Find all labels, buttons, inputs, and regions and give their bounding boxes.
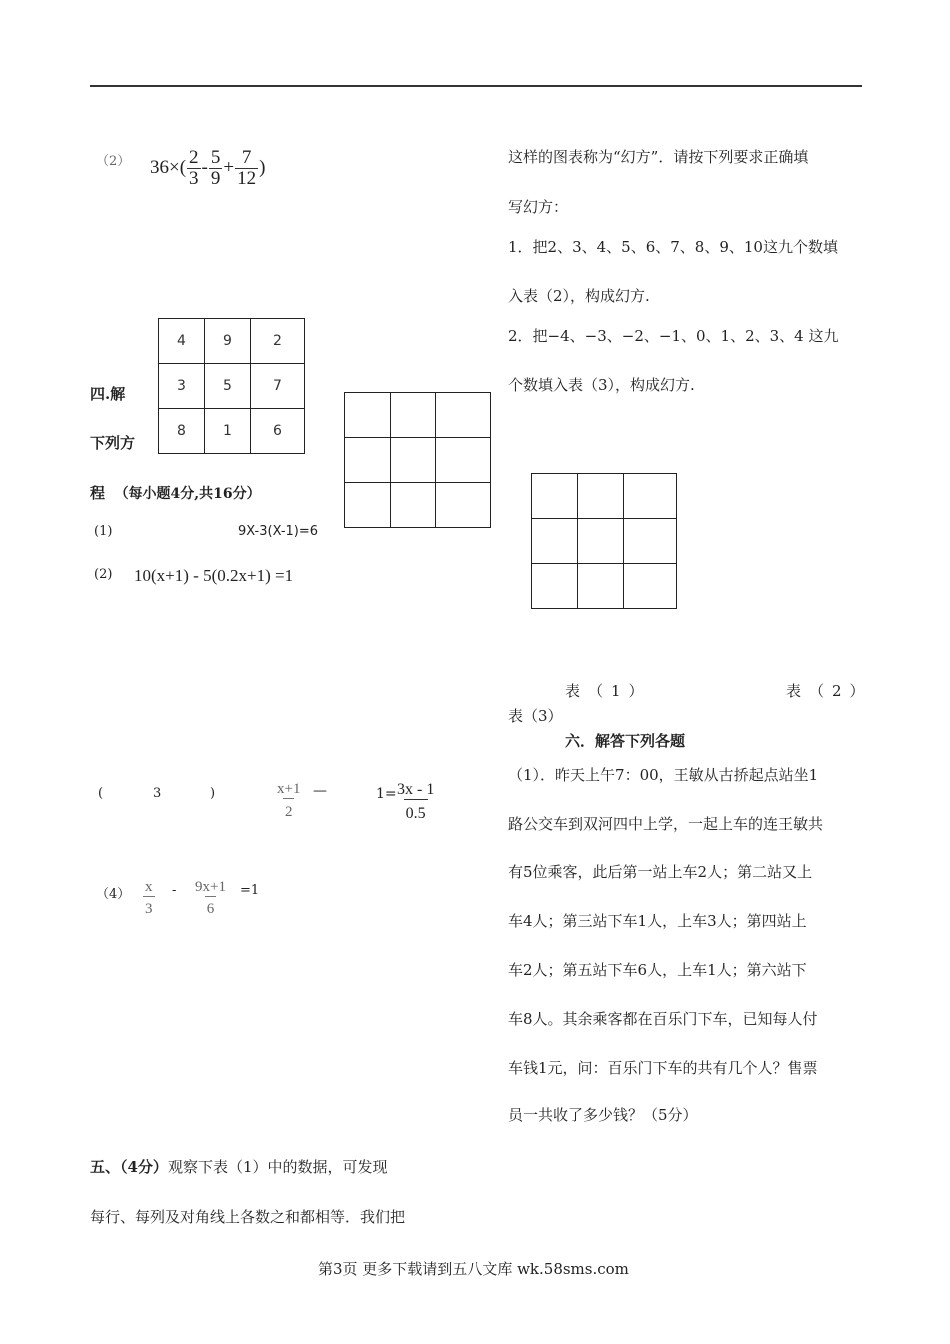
p2-label: （2） <box>96 154 131 169</box>
section5-r3: 1．把2、3、4、5、6、7、8、9、10这九个数填 <box>508 238 838 256</box>
q1-label: (1) <box>94 524 113 539</box>
q4-frac-2: $\frac{9x+1}{6}$ <box>195 879 226 917</box>
ms3-cell <box>578 474 624 519</box>
section6-line: 员一共收了多少钱？（5分） <box>508 1106 698 1124</box>
p2-open: ×( <box>169 156 187 178</box>
ms1-cell: 8 <box>159 409 205 454</box>
section6-line: （1）．昨天上午7：00，王敏从古挢起点站坐1 <box>508 766 819 784</box>
ms1-cell: 7 <box>251 364 305 409</box>
ms2-cell <box>345 483 391 528</box>
section5-line1-row <box>90 1156 388 1177</box>
ms2-cell <box>345 393 391 438</box>
section6-line: 车4人；第三站下车1人，上车3人；第四站上 <box>508 912 807 930</box>
ms2-cell <box>345 438 391 483</box>
q3-frac-1: $\frac{x+1}{2}$ <box>277 781 301 820</box>
section5-r5: 2．把−4、−3、−2、−1、0、1、2、3、4 这九 <box>508 327 839 345</box>
q2-equation: 10(x+1) - 5(0.2x+1) =1 <box>134 566 294 585</box>
ms2-cell <box>391 483 436 528</box>
ms3-cell <box>532 519 578 564</box>
section5-line1: 观察下表（1）中的数据，可发现 <box>167 1158 388 1176</box>
q3-label-close: ) <box>210 786 216 801</box>
section6-line: 车钱1元，问：百乐门下车的共有几个人？售票 <box>508 1059 818 1077</box>
section4-title-c-row <box>90 482 261 503</box>
ms3-cell <box>532 564 578 609</box>
p2-op-1: - <box>201 156 208 178</box>
ms2-cell <box>436 483 491 528</box>
q3-label-open: ( <box>98 786 104 801</box>
q4-frac-1: $\frac{x}{3}$ <box>145 879 153 917</box>
ms2-cell <box>436 393 491 438</box>
ms2-cell <box>436 438 491 483</box>
ms1-cell: 5 <box>205 364 251 409</box>
ms2-cell <box>391 438 436 483</box>
section6-line: 车2人；第五站下车6人，上车1人；第六站下 <box>508 961 807 979</box>
q2-label: (2) <box>94 567 113 582</box>
section5-r1: 这样的图表称为“幻方”．请按下列要求正确填 <box>508 148 809 166</box>
section4-title-c: 程 <box>90 484 106 502</box>
ms2-cell <box>391 393 436 438</box>
ms1-cell: 9 <box>205 319 251 364</box>
section5-r4: 入表（2），构成幻方. <box>508 287 650 305</box>
ms3-cell <box>578 564 624 609</box>
p2-lead: 36 <box>150 156 169 178</box>
q4-label: （4） <box>96 887 131 902</box>
section5-line2: 每行、每列及对角线上各数之和都相等．我们把 <box>90 1208 406 1226</box>
p2-frac-1: $\frac{2}{3}$ <box>189 147 199 189</box>
ms1-cell: 2 <box>251 319 305 364</box>
section6-line: 路公交车到双河四中上学，一起上车的连王敏共 <box>508 815 824 833</box>
section4-note: （每小题4分,共16分） <box>114 486 261 502</box>
ms3-cell <box>624 564 677 609</box>
p2-expression <box>150 148 265 189</box>
section6-line: 有5位乘客，此后第一站上车2人；第二站又上 <box>508 863 813 881</box>
magic-square-2 <box>344 392 491 528</box>
page-footer: 第3页 更多下载请到五八文库 wk.58sms.com <box>318 1260 629 1278</box>
q3-label-num: 3 <box>153 786 162 801</box>
ms1-cell: 3 <box>159 364 205 409</box>
caption-table-3: 表（3） <box>508 707 563 725</box>
q3-frac-2: $\frac{3x - 1}{0.5}$ <box>397 781 435 822</box>
q1-equation: 9X-3(X-1)=6 <box>238 524 319 539</box>
section5-title: 五、（4分） <box>90 1158 168 1176</box>
caption-table-1: 表（1） <box>565 682 652 700</box>
q4-minus: - <box>172 883 177 898</box>
p2-op-2: + <box>223 156 235 178</box>
ms3-cell <box>624 519 677 564</box>
ms3-cell <box>624 474 677 519</box>
p2-frac-2: $\frac{5}{9}$ <box>210 147 221 189</box>
top-rule <box>90 85 862 87</box>
magic-square-1 <box>158 318 305 454</box>
section6-title: 六．解答下列各题 <box>565 732 686 750</box>
section4-title-b: 下列方 <box>90 434 136 452</box>
section4-title-a: 四.解 <box>90 385 126 403</box>
ms1-cell: 6 <box>251 409 305 454</box>
caption-table-2: 表（2） <box>786 682 873 700</box>
ms3-cell <box>532 474 578 519</box>
p2-close: ) <box>259 156 266 178</box>
q3-mid: — <box>313 783 327 799</box>
section5-r6: 个数填入表（3），构成幻方. <box>508 376 695 394</box>
section5-r2: 写幻方： <box>508 198 569 216</box>
ms1-cell: 4 <box>159 319 205 364</box>
section6-line: 车8人。其余乘客都在百乐门下车，已知每人付 <box>508 1010 818 1028</box>
ms3-cell <box>578 519 624 564</box>
ms1-cell: 1 <box>205 409 251 454</box>
p2-frac-3: $\frac{7}{12}$ <box>237 147 257 189</box>
q4-rhs: =1 <box>240 883 260 898</box>
q3-lhs: 1= <box>376 786 397 802</box>
magic-square-3 <box>531 473 677 609</box>
